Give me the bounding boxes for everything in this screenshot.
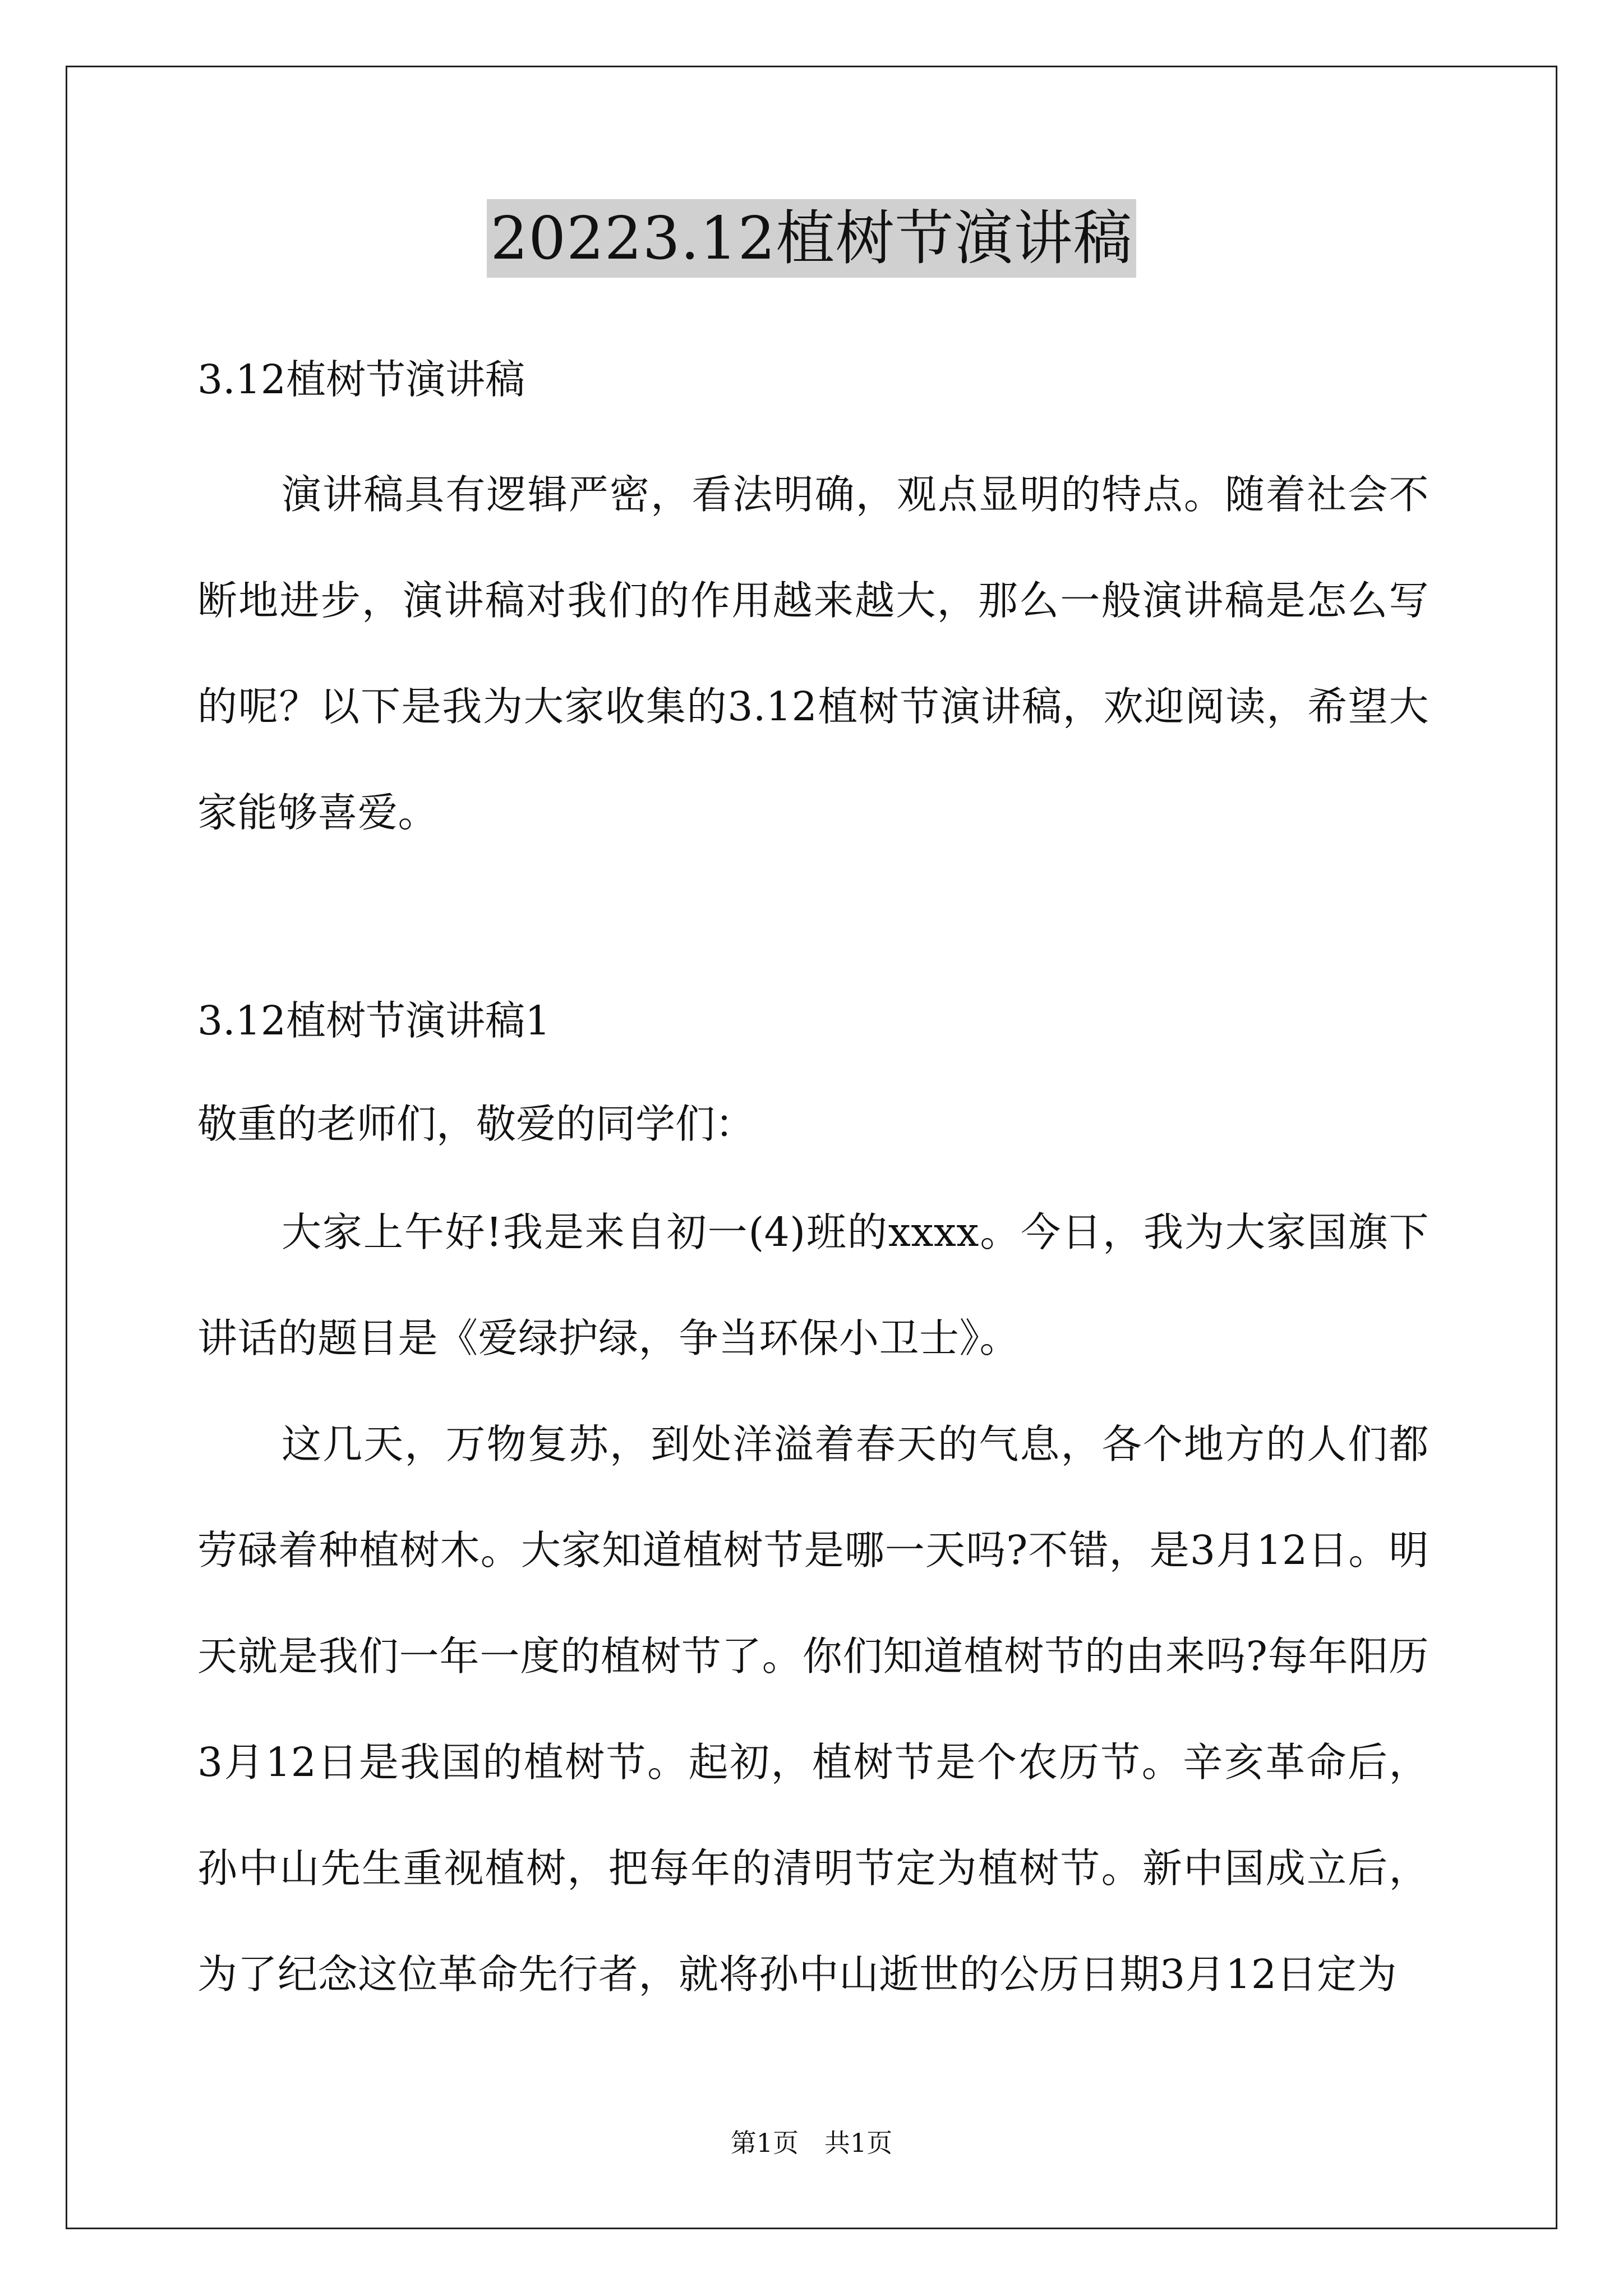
intro-paragraph: 演讲稿具有逻辑严密，看法明确，观点显明的特点。随着社会不断地进步，演讲稿对我们的作用越来越大，那么一般演讲稿是怎么写的呢？以下是我为大家收集的3.12植树节演讲稿，欢迎阅读，希望大家能够喜爱。 bbox=[197, 471, 1429, 836]
paragraph-2: 这几天，万物复苏，到处洋溢着春天的气息，各个地方的人们都劳碌着种植树木。大家知道植树节是哪一天吗?不错，是3月12日。明天就是我们一年一度的植树节了。你们知道植树节的由来吗?每年阳历3月12日是我国的植树节。起初，植树节是个农历节。辛亥革命后，孙中山先生重视植树，把每年的清明节定为植树节。新中国成立后，为了纪念这位革命先行者，就将孙中山逝世的公历日期3月12日定为 bbox=[197, 1421, 1429, 1998]
page-footer: 第1页 共1页 bbox=[730, 2128, 893, 2158]
title-wrap bbox=[0, 199, 1623, 278]
greeting: 敬重的老师们，敬爱的同学们： bbox=[197, 1101, 755, 1147]
subtitle: 3.12植树节演讲稿 bbox=[197, 356, 525, 403]
paragraph-1: 大家上午好!我是来自初一(4)班的xxxx。今日，我为大家国旗下讲话的题目是《爱绿护绿，争当环保小卫士》。 bbox=[197, 1209, 1429, 1361]
document-title: 20223.12植树节演讲稿 bbox=[487, 199, 1136, 278]
section-heading: 3.12植树节演讲稿1 bbox=[197, 997, 551, 1044]
